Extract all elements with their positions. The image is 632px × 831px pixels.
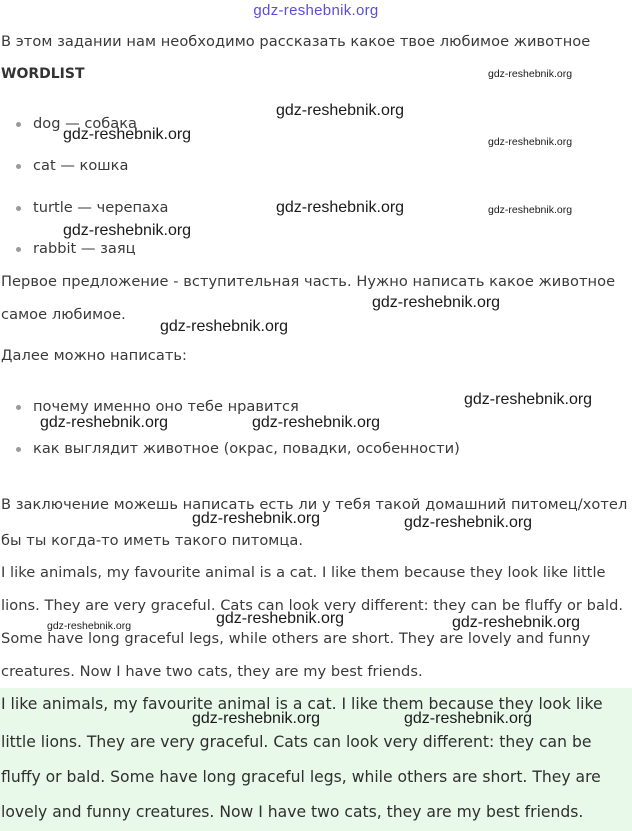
wordlist-item: cat — кошка: [33, 157, 128, 174]
sample-line: lions. They are very graceful. Cats can look very different: they can be fluffy or bald.: [1, 597, 624, 614]
wordlist-item: rabbit — заяц: [33, 240, 136, 257]
watermark: gdz-reshebnik.org: [276, 102, 405, 119]
watermark: gdz-reshebnik.org: [192, 510, 321, 527]
answer-line: lovely and funny creatures. Now I have two cats, they are my best friends.: [1, 803, 584, 821]
sample-line: Some have long graceful legs, while others are short. They are lovely and funny: [1, 630, 591, 647]
bullet-icon: [16, 164, 21, 169]
watermark: gdz-reshebnik.org: [63, 222, 192, 239]
bullet-icon: [16, 447, 21, 452]
next-item: почему именно оно тебе нравится: [33, 398, 299, 415]
site-header-link[interactable]: gdz-reshebnik.org: [253, 2, 379, 19]
watermark: gdz-reshebnik.org: [404, 514, 533, 531]
first-sentence-line: Первое предложение - вступительная часть. Нужно написать какое животное: [1, 273, 616, 290]
next-item: как выглядит животное (окрас, повадки, особенности): [33, 440, 460, 457]
bullet-icon: [16, 206, 21, 211]
watermark: gdz-reshebnik.org: [47, 620, 132, 632]
watermark: gdz-reshebnik.org: [488, 204, 573, 216]
bullet-icon: [16, 247, 21, 252]
watermark: gdz-reshebnik.org: [216, 610, 345, 627]
sample-line: creatures. Now I have two cats, they are my best friends.: [1, 663, 423, 680]
watermark: gdz-reshebnik.org: [488, 136, 573, 148]
answer-line: fluffy or bald. Some have long graceful legs, while others are short. They are: [1, 768, 601, 786]
wordlist-title: WORDLIST: [1, 66, 85, 82]
watermark: gdz-reshebnik.org: [276, 199, 405, 216]
wordlist-item: turtle — черепаха: [33, 199, 169, 216]
conclusion-line: В заключение можешь написать есть ли у тебя такой домашний питомец/хотел: [1, 496, 628, 513]
next-title: Далее можно написать:: [1, 347, 188, 364]
bullet-icon: [16, 122, 21, 127]
watermark: gdz-reshebnik.org: [192, 710, 321, 727]
sample-line: I like animals, my favourite animal is a cat. I like them because they look like little: [1, 564, 606, 581]
first-sentence-line: самое любимое.: [1, 306, 126, 323]
conclusion-line: бы ты когда-то иметь такого питомца.: [1, 532, 304, 549]
watermark: gdz-reshebnik.org: [452, 614, 581, 631]
watermark: gdz-reshebnik.org: [252, 414, 381, 431]
wordlist-item: dog — собака: [33, 115, 137, 132]
watermark: gdz-reshebnik.org: [464, 391, 593, 408]
watermark: gdz-reshebnik.org: [63, 126, 192, 143]
watermark: gdz-reshebnik.org: [40, 414, 169, 431]
answer-line: I like animals, my favourite animal is a cat. I like them because they look like: [1, 695, 603, 713]
answer-line: little lions. They are very graceful. Cats can look very different: they can be: [1, 733, 592, 751]
watermark: gdz-reshebnik.org: [404, 710, 533, 727]
bullet-icon: [16, 405, 21, 410]
watermark: gdz-reshebnik.org: [160, 318, 289, 335]
intro-text: В этом задании нам необходимо рассказать какое твое любимое животное: [1, 33, 591, 50]
watermark: gdz-reshebnik.org: [372, 294, 501, 311]
watermark: gdz-reshebnik.org: [488, 68, 573, 80]
